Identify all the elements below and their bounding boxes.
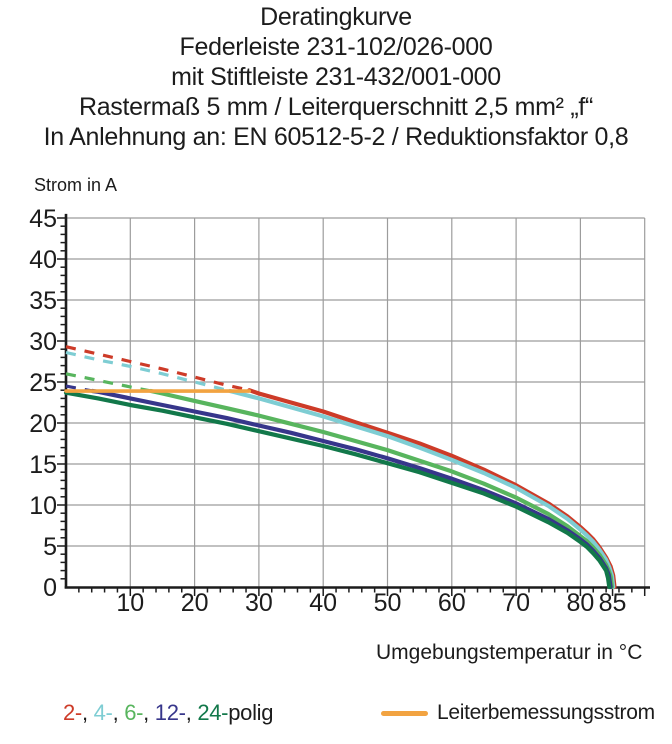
y-axis-label: Strom in A	[34, 175, 118, 195]
curve-solid-4-polig	[230, 391, 613, 587]
x-tick-label: 60	[437, 589, 466, 617]
curve-solid-2-polig	[249, 390, 614, 587]
x-tick-label: 20	[180, 589, 209, 617]
x-axis-label: Umgebungstemperatur in °C	[376, 641, 643, 664]
legend-poles-segment: ,	[112, 700, 125, 725]
x-tick-label: 70	[502, 589, 531, 617]
y-tick-label: 40	[29, 246, 57, 274]
reference-line-swatch	[381, 711, 428, 716]
title-line-1: Deratingkurve	[260, 3, 412, 31]
y-tick-label: 30	[29, 328, 57, 356]
y-tick-label: 20	[29, 410, 57, 438]
legend-poles	[63, 700, 273, 726]
y-tick-label: 15	[29, 451, 57, 479]
legend-poles-segment: ,	[143, 700, 155, 725]
x-tick-label: 40	[309, 589, 338, 617]
y-tick-label: 35	[29, 287, 57, 315]
x-tick-label: 85	[598, 589, 627, 617]
y-tick-label: 45	[29, 205, 57, 233]
legend-poles-segment: ,	[185, 700, 198, 725]
curve-dashed-4-polig	[66, 353, 230, 392]
title-line-4: Rastermaß 5 mm / Leiterquerschnitt 2,5 mm² „f“	[78, 93, 594, 121]
legend-poles-segment: 24-	[197, 700, 229, 725]
legend-poles-segment: 12-	[154, 700, 186, 725]
reference-line-label: Leiterbemessungsstrom	[437, 701, 655, 724]
legend-poles-segment: polig	[228, 700, 274, 725]
y-tick-label: 10	[29, 492, 57, 520]
legend-reference-current	[381, 699, 655, 727]
legend-poles-segment: 4-	[93, 700, 113, 725]
x-tick-label: 80	[566, 589, 595, 617]
legend-poles-segment: ,	[81, 700, 94, 725]
legend-poles-segment: 2-	[63, 700, 82, 725]
title-line-3: mit Stiftleiste 231-432/001-000	[171, 63, 501, 91]
y-tick-label: 0	[43, 574, 57, 602]
legend-poles-segment: 6-	[124, 700, 144, 725]
y-tick-label: 25	[29, 369, 57, 397]
x-tick-label: 50	[373, 589, 402, 617]
y-tick-label: 5	[43, 533, 57, 561]
title-line-2: Federleiste 231-102/026-000	[179, 33, 493, 61]
x-tick-label: 30	[244, 589, 273, 617]
x-tick-label: 10	[116, 589, 145, 617]
title-line-5: In Anlehnung an: EN 60512-5-2 / Reduktionsfaktor 0,8	[43, 123, 629, 151]
curve-dashed-2-polig	[66, 347, 249, 391]
